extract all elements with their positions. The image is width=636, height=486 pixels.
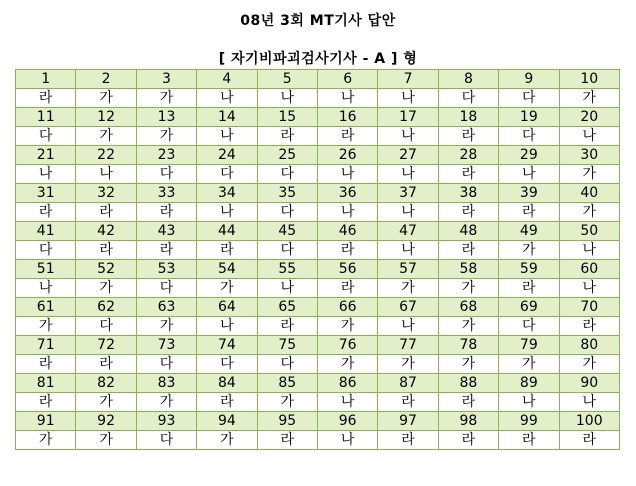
answer-cell: 가: [197, 431, 257, 450]
answer-cell: 가: [136, 393, 196, 412]
question-number-cell: 29: [499, 146, 559, 165]
question-number-cell: 73: [136, 336, 196, 355]
question-number-cell: 8: [438, 70, 498, 89]
answer-cell: 다: [499, 127, 559, 146]
question-number-cell: 6: [317, 70, 377, 89]
answer-cell: 나: [197, 317, 257, 336]
question-number-cell: 100: [559, 412, 619, 431]
question-number-row: [16, 184, 620, 203]
answer-cell: 가: [559, 203, 619, 222]
question-number-cell: 14: [197, 108, 257, 127]
answer-cell: 가: [378, 279, 438, 298]
answer-cell: 라: [499, 279, 559, 298]
answer-cell: 다: [499, 89, 559, 108]
answer-cell: 다: [136, 355, 196, 374]
question-number-cell: 1: [16, 70, 76, 89]
answer-cell: 나: [317, 203, 377, 222]
answer-cell: 라: [438, 127, 498, 146]
question-number-cell: 68: [438, 298, 498, 317]
answer-row: [16, 355, 620, 374]
question-number-cell: 67: [378, 298, 438, 317]
question-number-cell: 99: [499, 412, 559, 431]
question-number-cell: 4: [197, 70, 257, 89]
answer-row: [16, 165, 620, 184]
question-number-cell: 15: [257, 108, 317, 127]
answer-cell: 라: [438, 203, 498, 222]
question-number-cell: 83: [136, 374, 196, 393]
answer-cell: 나: [257, 279, 317, 298]
question-number-cell: 2: [76, 70, 136, 89]
question-number-cell: 87: [378, 374, 438, 393]
answer-cell: 가: [499, 355, 559, 374]
question-number-cell: 5: [257, 70, 317, 89]
answer-cell: 나: [16, 165, 76, 184]
question-number-cell: 82: [76, 374, 136, 393]
answer-cell: 다: [257, 203, 317, 222]
question-number-cell: 53: [136, 260, 196, 279]
answer-cell: 다: [438, 89, 498, 108]
question-number-cell: 32: [76, 184, 136, 203]
answer-cell: 라: [317, 241, 377, 260]
question-number-cell: 23: [136, 146, 196, 165]
answer-cell: 라: [559, 317, 619, 336]
answer-cell: 가: [257, 393, 317, 412]
answer-cell: 라: [136, 241, 196, 260]
question-number-cell: 59: [499, 260, 559, 279]
answer-cell: 라: [257, 317, 317, 336]
answer-cell: 가: [76, 89, 136, 108]
question-number-cell: 42: [76, 222, 136, 241]
answer-cell: 다: [499, 317, 559, 336]
page-title: 08년 3회 MT기사 답안: [240, 13, 396, 29]
question-number-cell: 19: [499, 108, 559, 127]
answer-cell: 다: [257, 241, 317, 260]
question-number-cell: 63: [136, 298, 196, 317]
question-number-cell: 95: [257, 412, 317, 431]
answer-cell: 나: [378, 165, 438, 184]
question-number-cell: 37: [378, 184, 438, 203]
answer-cell: 라: [16, 393, 76, 412]
answer-cell: 나: [76, 165, 136, 184]
question-number-cell: 61: [16, 298, 76, 317]
answer-cell: 라: [136, 203, 196, 222]
answer-table-body: [16, 70, 620, 450]
answer-cell: 나: [499, 165, 559, 184]
question-number-cell: 50: [559, 222, 619, 241]
question-number-cell: 22: [76, 146, 136, 165]
answer-cell: 가: [16, 431, 76, 450]
answer-cell: 다: [257, 165, 317, 184]
question-number-cell: 46: [317, 222, 377, 241]
question-number-cell: 79: [499, 336, 559, 355]
answer-cell: 가: [16, 317, 76, 336]
question-number-cell: 25: [257, 146, 317, 165]
question-number-cell: 81: [16, 374, 76, 393]
question-number-cell: 30: [559, 146, 619, 165]
question-number-cell: 75: [257, 336, 317, 355]
answer-row: [16, 279, 620, 298]
answer-cell: 나: [378, 241, 438, 260]
answer-table: [15, 69, 620, 450]
answer-cell: 가: [197, 279, 257, 298]
question-number-cell: 17: [378, 108, 438, 127]
answer-cell: 다: [197, 165, 257, 184]
question-number-cell: 27: [378, 146, 438, 165]
answer-cell: 가: [76, 431, 136, 450]
question-number-cell: 35: [257, 184, 317, 203]
answer-cell: 가: [76, 127, 136, 146]
answer-cell: 라: [16, 203, 76, 222]
answer-cell: 가: [559, 89, 619, 108]
question-number-cell: 56: [317, 260, 377, 279]
question-number-cell: 7: [378, 70, 438, 89]
question-number-row: [16, 70, 620, 89]
answer-cell: 다: [136, 431, 196, 450]
answer-cell: 라: [257, 431, 317, 450]
answer-cell: 라: [257, 127, 317, 146]
answer-cell: 나: [317, 393, 377, 412]
answer-cell: 라: [76, 355, 136, 374]
answer-cell: 다: [16, 127, 76, 146]
answer-cell: 라: [317, 279, 377, 298]
answer-cell: 나: [378, 317, 438, 336]
question-number-cell: 64: [197, 298, 257, 317]
question-number-cell: 92: [76, 412, 136, 431]
question-number-row: [16, 298, 620, 317]
answer-cell: 가: [438, 279, 498, 298]
question-number-cell: 18: [438, 108, 498, 127]
answer-cell: 가: [378, 355, 438, 374]
answer-cell: 가: [136, 317, 196, 336]
question-number-cell: 96: [317, 412, 377, 431]
question-number-cell: 13: [136, 108, 196, 127]
answer-cell: 라: [197, 393, 257, 412]
question-number-cell: 48: [438, 222, 498, 241]
answer-cell: 나: [197, 203, 257, 222]
answer-cell: 라: [438, 241, 498, 260]
answer-cell: 라: [378, 431, 438, 450]
question-number-cell: 90: [559, 374, 619, 393]
question-number-row: [16, 374, 620, 393]
answer-cell: 가: [559, 165, 619, 184]
answer-cell: 다: [197, 355, 257, 374]
question-number-cell: 80: [559, 336, 619, 355]
answer-cell: 라: [559, 431, 619, 450]
answer-cell: 라: [438, 431, 498, 450]
answer-cell: 가: [76, 393, 136, 412]
answer-row: [16, 241, 620, 260]
exam-type-subtitle: [ 자기비파괴검사기사 - A ] 형: [218, 51, 418, 67]
answer-cell: 가: [438, 355, 498, 374]
question-number-cell: 12: [76, 108, 136, 127]
question-number-row: [16, 108, 620, 127]
question-number-cell: 28: [438, 146, 498, 165]
question-number-cell: 47: [378, 222, 438, 241]
answer-cell: 나: [559, 393, 619, 412]
question-number-cell: 94: [197, 412, 257, 431]
question-number-cell: 55: [257, 260, 317, 279]
answer-cell: 나: [317, 89, 377, 108]
question-number-cell: 88: [438, 374, 498, 393]
question-number-cell: 57: [378, 260, 438, 279]
answer-row: [16, 431, 620, 450]
question-number-cell: 76: [317, 336, 377, 355]
question-number-cell: 11: [16, 108, 76, 127]
question-number-row: [16, 260, 620, 279]
question-number-cell: 45: [257, 222, 317, 241]
question-number-cell: 16: [317, 108, 377, 127]
question-number-cell: 31: [16, 184, 76, 203]
answer-cell: 나: [197, 89, 257, 108]
question-number-cell: 93: [136, 412, 196, 431]
question-number-cell: 66: [317, 298, 377, 317]
answer-cell: 라: [197, 241, 257, 260]
answer-cell: 가: [317, 317, 377, 336]
question-number-cell: 58: [438, 260, 498, 279]
question-number-cell: 21: [16, 146, 76, 165]
question-number-cell: 43: [136, 222, 196, 241]
question-number-cell: 65: [257, 298, 317, 317]
answer-cell: 라: [438, 393, 498, 412]
answer-cell: 가: [499, 241, 559, 260]
answer-cell: 다: [136, 165, 196, 184]
answer-cell: 나: [559, 279, 619, 298]
answer-cell: 나: [257, 89, 317, 108]
answer-cell: 라: [499, 203, 559, 222]
answer-cell: 가: [559, 355, 619, 374]
answer-row: [16, 393, 620, 412]
answer-cell: 나: [499, 393, 559, 412]
question-number-cell: 40: [559, 184, 619, 203]
question-number-cell: 3: [136, 70, 196, 89]
question-number-cell: 60: [559, 260, 619, 279]
answer-cell: 다: [16, 241, 76, 260]
question-number-cell: 51: [16, 260, 76, 279]
answer-cell: 라: [16, 89, 76, 108]
question-number-cell: 9: [499, 70, 559, 89]
question-number-cell: 71: [16, 336, 76, 355]
question-number-row: [16, 412, 620, 431]
answer-cell: 다: [136, 279, 196, 298]
answer-cell: 라: [317, 127, 377, 146]
answer-cell: 나: [16, 279, 76, 298]
answer-cell: 라: [76, 203, 136, 222]
answer-cell: 나: [197, 127, 257, 146]
question-number-cell: 24: [197, 146, 257, 165]
question-number-cell: 38: [438, 184, 498, 203]
answer-cell: 가: [317, 355, 377, 374]
answer-cell: 나: [378, 203, 438, 222]
answer-cell: 다: [257, 355, 317, 374]
question-number-cell: 34: [197, 184, 257, 203]
question-number-cell: 86: [317, 374, 377, 393]
question-number-cell: 10: [559, 70, 619, 89]
question-number-cell: 33: [136, 184, 196, 203]
question-number-cell: 91: [16, 412, 76, 431]
answer-cell: 라: [378, 393, 438, 412]
question-number-cell: 72: [76, 336, 136, 355]
answer-cell: 나: [559, 127, 619, 146]
question-number-cell: 77: [378, 336, 438, 355]
question-number-cell: 26: [317, 146, 377, 165]
question-number-cell: 97: [378, 412, 438, 431]
answer-row: [16, 89, 620, 108]
question-number-cell: 36: [317, 184, 377, 203]
answer-cell: 라: [16, 355, 76, 374]
answer-row: [16, 317, 620, 336]
question-number-cell: 74: [197, 336, 257, 355]
question-number-cell: 69: [499, 298, 559, 317]
question-number-cell: 98: [438, 412, 498, 431]
answer-row: [16, 127, 620, 146]
question-number-row: [16, 146, 620, 165]
answer-cell: 가: [136, 127, 196, 146]
question-number-cell: 78: [438, 336, 498, 355]
question-number-cell: 89: [499, 374, 559, 393]
question-number-cell: 44: [197, 222, 257, 241]
answer-cell: 다: [76, 317, 136, 336]
question-number-cell: 85: [257, 374, 317, 393]
question-number-row: [16, 336, 620, 355]
answer-cell: 라: [499, 431, 559, 450]
answer-row: [16, 203, 620, 222]
answer-cell: 나: [559, 241, 619, 260]
answer-cell: 나: [378, 127, 438, 146]
question-number-cell: 70: [559, 298, 619, 317]
question-number-cell: 54: [197, 260, 257, 279]
question-number-row: [16, 222, 620, 241]
question-number-cell: 62: [76, 298, 136, 317]
answer-cell: 나: [317, 431, 377, 450]
question-number-cell: 84: [197, 374, 257, 393]
answer-cell: 가: [136, 89, 196, 108]
answer-cell: 나: [317, 165, 377, 184]
question-number-cell: 49: [499, 222, 559, 241]
question-number-cell: 41: [16, 222, 76, 241]
question-number-cell: 20: [559, 108, 619, 127]
answer-cell: 가: [438, 317, 498, 336]
answer-cell: 라: [438, 165, 498, 184]
question-number-cell: 39: [499, 184, 559, 203]
answer-cell: 나: [378, 89, 438, 108]
answer-cell: 라: [76, 241, 136, 260]
answer-cell: 가: [76, 279, 136, 298]
question-number-cell: 52: [76, 260, 136, 279]
